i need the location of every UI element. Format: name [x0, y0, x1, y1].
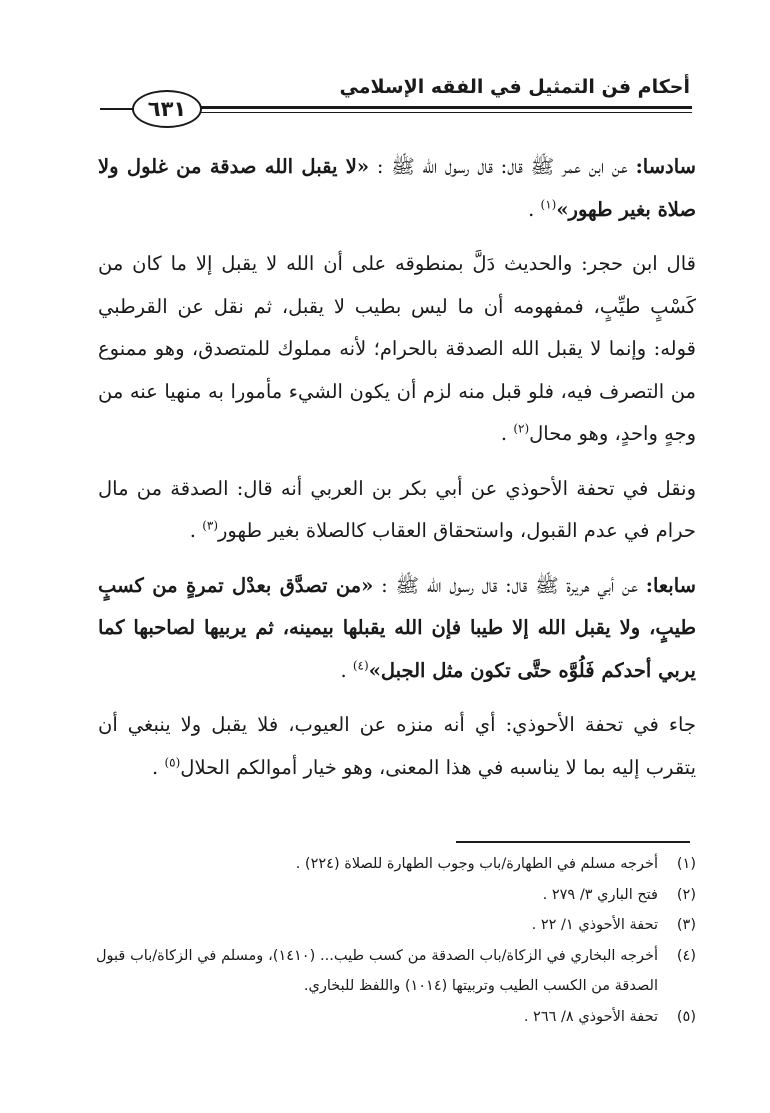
hadith-quote: «من تصدَّق بعدْل تمرةٍ من كسبٍ طيبٍ، ولا يقبل الله إلا طيبا فإن الله يقبلها بيمينه، ثم يربيها لصاحبها كما يربي أحدكم فَلُوَّه حتَّى تكون مثل الجبل»	[98, 573, 696, 682]
paragraph-4	[98, 565, 696, 693]
footnote-ref: (٥)	[164, 755, 181, 769]
footnote-text: أخرجه البخاري في الزكاة/باب الصدقة من كسب طيب... (١٤١٠)، ومسلم في الزكاة/باب قبول الصدقة من الكسب الطيب وتربيتها (١٠١٤) واللفظ للبخاري.	[96, 947, 658, 994]
footnote-text: فتح الباري ٣/ ٢٧٩ .	[542, 886, 658, 903]
footnote-number: (٤)	[676, 947, 696, 964]
hadith-quote: «لا يقبل الله صدقة من غلول ولا صلاة بغير طهور»	[98, 155, 696, 221]
footnotes	[96, 849, 696, 1032]
paragraph-text: عن ابن عمر ﷺ قال: قال رسول الله ﷺ :	[369, 155, 636, 178]
footnote-item	[96, 880, 696, 911]
footnote-ref: (١)	[540, 197, 557, 211]
footnote-number: (٢)	[676, 886, 696, 903]
paragraph-tail: .	[528, 197, 541, 221]
header-rule-left	[100, 108, 134, 110]
paragraph-lead: سابعا:	[645, 573, 697, 597]
main-text	[98, 146, 696, 801]
footnote-text: تحفة الأحوذي ٨/ ٢٦٦ .	[523, 1008, 658, 1025]
footnote-number: (١)	[676, 856, 696, 872]
paragraph-3	[98, 468, 696, 553]
header-rule-thin	[196, 112, 692, 113]
paragraph-text: ونقل في تحفة الأحوذي عن أبي بكر بن العربي أنه قال: الصدقة من مال حرام في عدم القبول، واستحقاق العقاب كالصلاة بغير طهور	[98, 476, 696, 542]
paragraph-2	[98, 243, 696, 456]
footnote-ref: (٢)	[513, 421, 530, 436]
paragraph-tail: .	[189, 519, 203, 542]
footnote-ref: (٤)	[352, 658, 369, 672]
footnote-ref: (٣)	[202, 518, 219, 533]
header-rule	[196, 106, 692, 109]
paragraph-1	[98, 146, 696, 231]
paragraph-text: جاء في تحفة الأحوذي: أي أنه منزه عن العيوب، فلا يقبل ولا ينبغي أن يتقرب إليه بما لا يناسبه في هذا المعنى، وهو خيار أموالكم الحلال	[98, 713, 696, 779]
footnote-text: تحفة الأحوذي ١/ ٢٢ .	[531, 917, 658, 933]
footnote-item	[96, 941, 696, 1002]
paragraph-tail: .	[340, 658, 353, 682]
footnote-item	[96, 1002, 696, 1033]
footnote-item	[96, 910, 696, 941]
paragraph-tail: .	[152, 755, 165, 779]
paragraph-5	[98, 704, 696, 789]
paragraph-lead: سادسا:	[635, 155, 697, 178]
page-number: ٦٣١	[132, 90, 202, 128]
paragraph-text: قال ابن حجر: والحديث دَلَّ بمنطوقه على أن الله لا يقبل إلا ما كان من كَسْبٍ طيِّبٍ، فمفهومه أن ما ليس بطيب لا يقبل، ثم نقل عن القرطبي قوله: وإنما لا يقبل الله الصدقة بالحرام؛ لأنه مملوك للمتصدق، وهو ممنوع من التصرف فيه، فلو قبل منه لزم أن يكون الشيء مأمورا به منهيا عنه من وجهٍ واحدٍ، وهو محال	[98, 252, 696, 445]
footnote-number: (٥)	[676, 1008, 696, 1025]
footnote-text: أخرجه مسلم في الطهارة/باب وجوب الطهارة للصلاة (٢٢٤) .	[295, 856, 658, 872]
footnote-item	[96, 849, 696, 880]
paragraph-tail: .	[500, 422, 514, 445]
footnote-separator	[456, 841, 690, 843]
running-header-title: أحكام فن التمثيل في الفقه الإسلامي	[339, 76, 690, 98]
footnote-number: (٣)	[676, 917, 696, 933]
paragraph-text: عن أبي هريرة ﷺ قال: قال رسول الله ﷺ :	[373, 573, 646, 597]
